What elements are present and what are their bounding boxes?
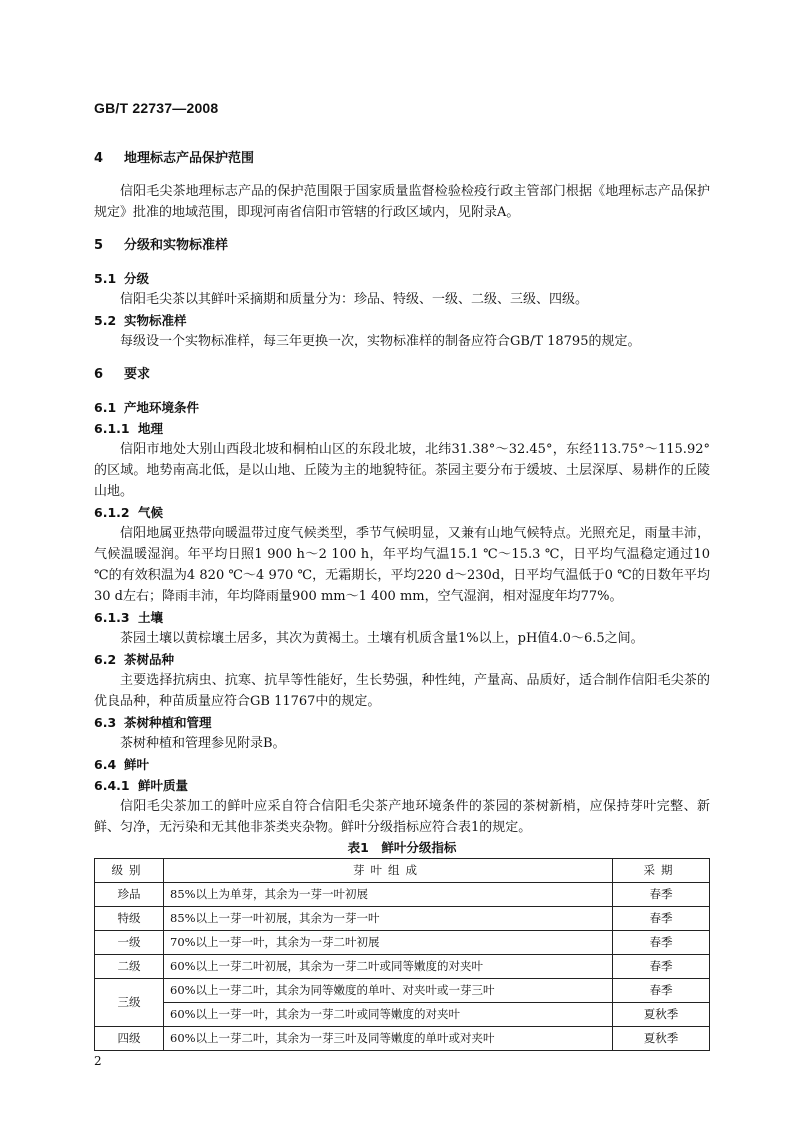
table-row (95, 979, 710, 1003)
section-5-2-paragraph: 每级设一个实物标准样，每三年更换一次，实物标准样的制备应符合GB/T 18795的规定。 (120, 334, 641, 349)
section-title: 气候 (138, 505, 164, 520)
section-title: 地理 (138, 421, 164, 436)
section-number: 5.2 (94, 313, 117, 328)
composition-cell: 85%以上一芽一叶初展，其余为一芽一叶 (164, 907, 613, 931)
season-cell: 春季 (613, 931, 710, 955)
section-5-heading (94, 235, 710, 256)
section-title: 实物标准样 (124, 313, 187, 328)
section-number: 5.1 (94, 271, 117, 286)
section-title: 产地环境条件 (124, 400, 200, 415)
composition-cell: 85%以上为单芽，其余为一芽一叶初展 (164, 883, 613, 907)
season-cell: 春季 (613, 907, 710, 931)
section-5-2-heading (94, 310, 710, 331)
season-cell: 夏秋季 (613, 1003, 710, 1027)
section-title: 茶树种植和管理 (124, 715, 212, 730)
grade-cell: 二级 (95, 955, 164, 979)
section-title: 土壤 (138, 610, 164, 625)
section-6-1-heading (94, 397, 710, 418)
section-title: 茶树品种 (124, 652, 175, 667)
section-title: 分级 (124, 271, 150, 286)
section-4-paragraph: 信阳毛尖茶地理标志产品的保护范围限于国家质量监督检验检疫行政主管部门根据《地理标志产品保护规定》批准的地域范围，即现河南省信阳市管辖的行政区域内，见附录A。 (94, 184, 710, 220)
composition-cell: 60%以上一芽二叶，其余为同等嫩度的单叶、对夹叶或一芽三叶 (164, 979, 613, 1003)
section-title: 鲜叶 (124, 757, 150, 772)
section-number: 6.2 (94, 652, 117, 667)
section-6-1-3-heading (94, 607, 710, 628)
page-number: 2 (94, 1054, 102, 1068)
section-number: 5 (94, 238, 104, 253)
header-grade: 级别 (95, 859, 164, 883)
header-season: 采期 (613, 859, 710, 883)
section-6-1-3-paragraph: 茶园土壤以黄棕壤土居多，其次为黄褐土。土壤有机质含量1%以上，pH值4.0～6.5之间。 (120, 631, 644, 646)
table-row (95, 907, 710, 931)
section-6-1-1-heading (94, 418, 710, 439)
table-row (95, 955, 710, 979)
grade-cell: 三级 (95, 979, 164, 1027)
grade-cell: 特级 (95, 907, 164, 931)
section-title: 要求 (124, 367, 151, 382)
section-6-1-2-heading (94, 502, 710, 523)
composition-cell: 60%以上一芽二叶初展，其余为一芽二叶或同等嫩度的对夹叶 (164, 955, 613, 979)
section-6-4-heading (94, 754, 710, 775)
section-6-1-2-paragraph: 信阳地属亚热带向暖温带过度气候类型，季节气候明显，又兼有山地气候特点。光照充足，雨量丰沛，气候温暖湿润。年平均日照1 900 h～2 100 h，年平均气温15.1 ℃～15.3 ℃，日平均气温稳定通过10 ℃的有效积温为4 820 ℃～4 970 ℃，无霜期长，平均220 d～230d，日平均气温低于0 ℃的日数年平均30 d左右；降雨丰沛，年均降雨量900 mm～1 400 mm，空气湿润，相对湿度年均77%。 (94, 526, 710, 604)
grade-cell: 一级 (95, 931, 164, 955)
season-cell: 春季 (613, 883, 710, 907)
section-5-1-paragraph: 信阳毛尖茶以其鲜叶采摘期和质量分为：珍品、特级、一级、二级、三级、四级。 (120, 292, 589, 307)
document-body (94, 148, 710, 1051)
section-number: 6.1.1 (94, 421, 130, 436)
section-6-heading (94, 364, 710, 385)
section-number: 6.1.2 (94, 505, 130, 520)
section-number: 6.4.1 (94, 778, 130, 793)
section-title: 分级和实物标准样 (124, 238, 229, 253)
section-number: 6.3 (94, 715, 117, 730)
table-header-row (95, 859, 710, 883)
section-number: 4 (94, 151, 104, 166)
section-6-3-paragraph: 茶树种植和管理参见附录B。 (120, 736, 286, 751)
section-number: 6.1.3 (94, 610, 130, 625)
table-1-title: 表1 鲜叶分级指标 (347, 840, 457, 855)
section-number: 6.4 (94, 757, 117, 772)
table-row (95, 883, 710, 907)
composition-cell: 70%以上一芽一叶，其余为一芽二叶初展 (164, 931, 613, 955)
grade-cell: 珍品 (95, 883, 164, 907)
section-6-4-1-heading (94, 775, 710, 796)
standard-code: GB/T 22737—2008 (94, 100, 219, 116)
table-row (95, 1027, 710, 1051)
section-number: 6.1 (94, 400, 117, 415)
section-title: 鲜叶质量 (138, 778, 189, 793)
header-composition: 芽叶组成 (164, 859, 613, 883)
composition-cell: 60%以上一芽一叶，其余为一芽二叶或同等嫩度的对夹叶 (164, 1003, 613, 1027)
section-6-2-paragraph: 主要选择抗病虫、抗寒、抗旱等性能好，生长势强，种性纯，产量高、品质好，适合制作信阳毛尖茶的优良品种，种苗质量应符合GB 11767中的规定。 (94, 673, 710, 709)
section-title: 地理标志产品保护范围 (124, 151, 255, 166)
section-6-3-heading (94, 712, 710, 733)
section-4-heading (94, 148, 710, 169)
table-row (95, 931, 710, 955)
season-cell: 春季 (613, 955, 710, 979)
table-row (95, 1003, 710, 1027)
section-6-2-heading (94, 649, 710, 670)
season-cell: 夏秋季 (613, 1027, 710, 1051)
section-5-1-heading (94, 268, 710, 289)
section-number: 6 (94, 367, 104, 382)
grade-cell: 四级 (95, 1027, 164, 1051)
season-cell: 春季 (613, 979, 710, 1003)
section-6-4-1-paragraph: 信阳毛尖茶加工的鲜叶应采自符合信阳毛尖茶产地环境条件的茶园的茶树新梢，应保持芽叶完整、新鲜、匀净，无污染和无其他非茶类夹杂物。鲜叶分级指标应符合表1的规定。 (94, 799, 710, 835)
section-6-1-1-paragraph: 信阳市地处大别山西段北坡和桐柏山区的东段北坡，北纬31.38°～32.45°，东经113.75°～115.92°的区域。地势南高北低，是以山地、丘陵为主的地貌特征。茶园主要分布于缓坡、土层深厚、易耕作的丘陵山地。 (94, 442, 710, 499)
table-1-fresh-leaf-grades (94, 858, 710, 1051)
composition-cell: 60%以上一芽二叶，其余为一芽三叶及同等嫩度的单叶或对夹叶 (164, 1027, 613, 1051)
